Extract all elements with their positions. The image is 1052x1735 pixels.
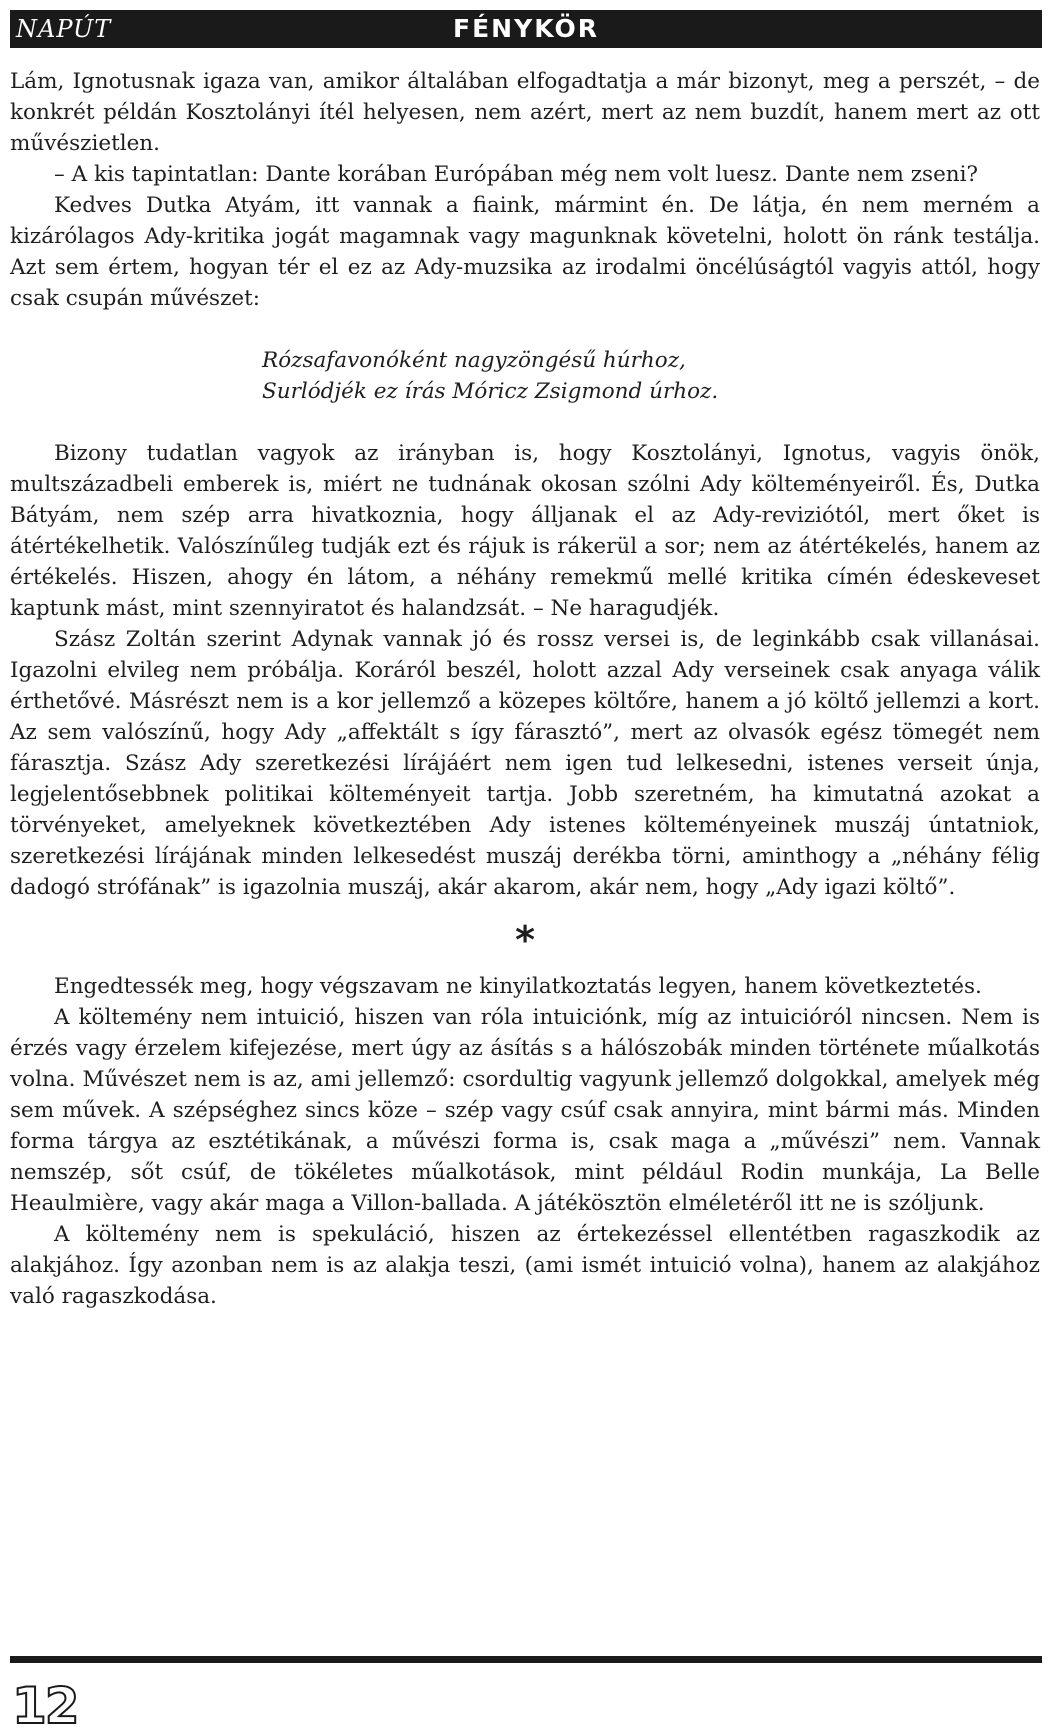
- paragraph: – A kis tapintatlan: Dante korában Európában még nem volt luesz. Dante nem zseni?: [54, 162, 979, 187]
- page-number: 12: [12, 1677, 78, 1735]
- verse-line: Surlódjék ez írás Móricz Zsigmond úrhoz.: [262, 379, 719, 404]
- article-body: [10, 66, 1040, 1312]
- section-title: FÉNYKÖR: [453, 14, 599, 43]
- verse-quote: [262, 345, 1040, 407]
- paragraph: Szász Zoltán szerint Adynak vannak jó és rossz versei is, de leginkább csak villanásai. Igazolni elvileg nem próbálja. Koráról beszél, holott azzal Ady verseinek csak anyaga válik érthetővé. Másrészt nem is a kor jellemző a közepes költőre, hanem a jó költő jellemzi a kort. Az sem valószínű, hogy Ady „affektált s így fárasztó”, mert az olvasók egész tömegét nem fárasztja. Szász Ady szeretkezési lírájáért nem igen tud lelkesedni, istenes verseit únja, legjelentősebbnek politikai költeményeit tartja. Jobb szeretném, ha kimutatná azokat a törvényeket, amelyeknek következtében Ady istenes költeményeinek muszáj úntatniok, szeretkezési lírájának minden lelkesedést muszáj derékba törni, aminthogy a „néhány félig dadogó strófának” is igazolnia muszáj, akár akarom, akár nem, hogy „Ady igazi költő”.: [10, 627, 1040, 900]
- paragraph: A költemény nem is spekuláció, hiszen az értekezéssel ellentétben ragaszkodik az alakjához. Így azonban nem is az alakja teszi, (ami ismét intuició volna), hanem az alakjához való ragaszkodása.: [10, 1222, 1040, 1309]
- paragraph: Lám, Ignotusnak igaza van, amikor általában elfogadtatja a már bizonyt, meg a perszét, – de konkrét példán Kosztolányi ítél helyesen, nem azért, mert az nem buzdít, hanem mert az ott művészietlen.: [10, 69, 1040, 156]
- header-bar: [10, 10, 1042, 48]
- paragraph: Bizony tudatlan vagyok az irányban is, hogy Kosztolányi, Ignotus, vagyis önök, multszázadbeli emberek is, miért ne tudnának okosan szólni Ady költeményeiről. És, Dutka Bátyám, nem szép arra hivatkoznia, hogy álljanak el az Ady-reviziótól, mert őket is átértékelhetik. Valószínűleg tudják ezt és rájuk is rákerül a sor; nem az átértékelés, hanem az értékelés. Hiszen, ahogy én látom, a néhány remekmű mellé kritika címén édeskeveset kaptunk mást, mint szennyiratot és halandzsát. – Ne haragudjék.: [10, 441, 1040, 621]
- paragraph: Engedtessék meg, hogy végszavam ne kinyilatkoztatás legyen, hanem következtetés.: [54, 974, 982, 999]
- verse-line: Rózsafavonóként nagyzöngésű húrhoz,: [262, 348, 686, 373]
- footer-rule: [10, 1656, 1042, 1663]
- journal-name: NAPÚT: [16, 15, 112, 43]
- section-separator: *: [515, 918, 535, 962]
- paragraph: A költemény nem intuició, hiszen van róla intuiciónk, míg az intuicióról nincsen. Nem is érzés vagy érzelem kifejezése, mert úgy az ásítás s a hálószobák minden története műalkotás volna. Művészet nem is az, ami jellemző: csordultig vagyunk jellemző dolgokkal, amelyek még sem művek. A szépséghez sincs köze – szép vagy csúf csak annyira, mint bármi más. Minden forma tárgya az esztétikának, a művészi forma is, csak maga a „művészi” nem. Vannak nemszép, sőt csúf, de tökéletes műalkotások, mint például Rodin munkája, La Belle Heaulmière, vagy akár maga a Villon-ballada. A játékösztön elméletéről itt ne is szóljunk.: [10, 1005, 1040, 1216]
- paragraph: Kedves Dutka Atyám, itt vannak a fiaink, mármint én. De látja, én nem merném a kizárólagos Ady-kritika jogát magamnak vagy magunknak követelni, holott ön ránk testálja. Azt sem értem, hogyan tér el ez az Ady-muzsika az irodalmi öncélúságtól vagyis attól, hogy csak csupán művészet:: [10, 193, 1040, 311]
